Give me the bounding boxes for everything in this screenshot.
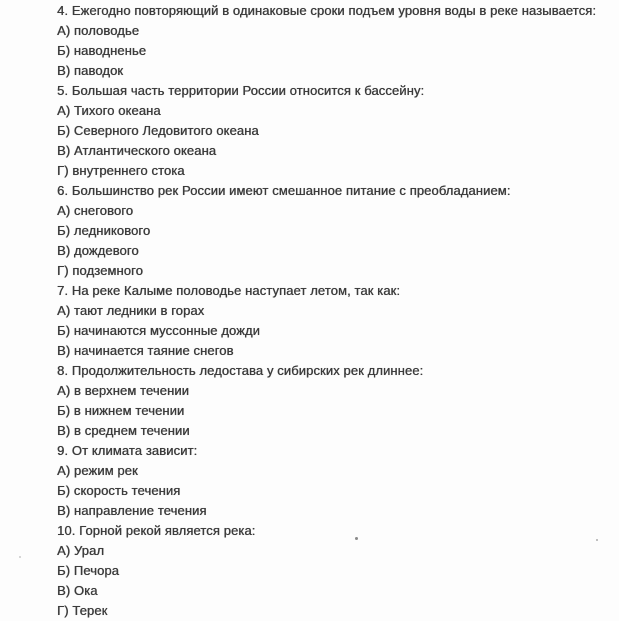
option-line: А) режим рек <box>57 463 138 478</box>
option-line: В) Атлантического океана <box>57 143 217 158</box>
option-line: Г) внутреннего стока <box>57 163 185 178</box>
question-line: 9. От климата зависит: <box>57 443 198 458</box>
option-line: Г) подземного <box>57 263 143 278</box>
question-line: 6. Большинство рек России имеют смешанное питание с преобладанием: <box>57 183 511 198</box>
option-line: Б) наводненье <box>57 43 147 58</box>
option-line: А) тают ледники в горах <box>57 303 205 318</box>
question-line: 10. Горной рекой является река: <box>57 523 256 538</box>
scan-speck <box>19 556 21 558</box>
option-line: Б) Печора <box>57 563 119 578</box>
option-line: В) в среднем течении <box>57 423 190 438</box>
scan-speck <box>596 539 598 541</box>
option-line: Б) скорость течения <box>57 483 181 498</box>
option-line: В) начинается таяние снегов <box>57 343 234 358</box>
document-lines <box>57 1 609 621</box>
option-line: А) в верхнем течении <box>57 383 189 398</box>
option-line: В) Ока <box>57 583 98 598</box>
option-line: Б) начинаются муссонные дожди <box>57 323 260 338</box>
option-line: В) направление течения <box>57 503 207 518</box>
option-line: А) Тихого океана <box>57 103 161 118</box>
option-line: В) дождевого <box>57 243 139 258</box>
option-line: А) снегового <box>57 203 134 218</box>
question-line: 7. На реке Калыме половодье наступает летом, так как: <box>57 283 401 298</box>
scan-speck <box>355 537 358 540</box>
question-line: 8. Продолжительность ледостава у сибирских рек длиннее: <box>57 363 424 378</box>
option-line: А) половодье <box>57 23 140 38</box>
question-line: 5. Большая часть территории России относится к бассейну: <box>57 83 425 98</box>
option-line: В) паводок <box>57 63 124 78</box>
option-line: Б) в нижнем течении <box>57 403 185 418</box>
question-line: 4. Ежегодно повторяющий в одинаковые сроки подъем уровня воды в реке называется: <box>57 3 597 18</box>
option-line: Б) Северного Ледовитого океана <box>57 123 259 138</box>
option-line: Б) ледникового <box>57 223 151 238</box>
option-line: А) Урал <box>57 543 105 558</box>
option-line: Г) Терек <box>57 603 108 618</box>
